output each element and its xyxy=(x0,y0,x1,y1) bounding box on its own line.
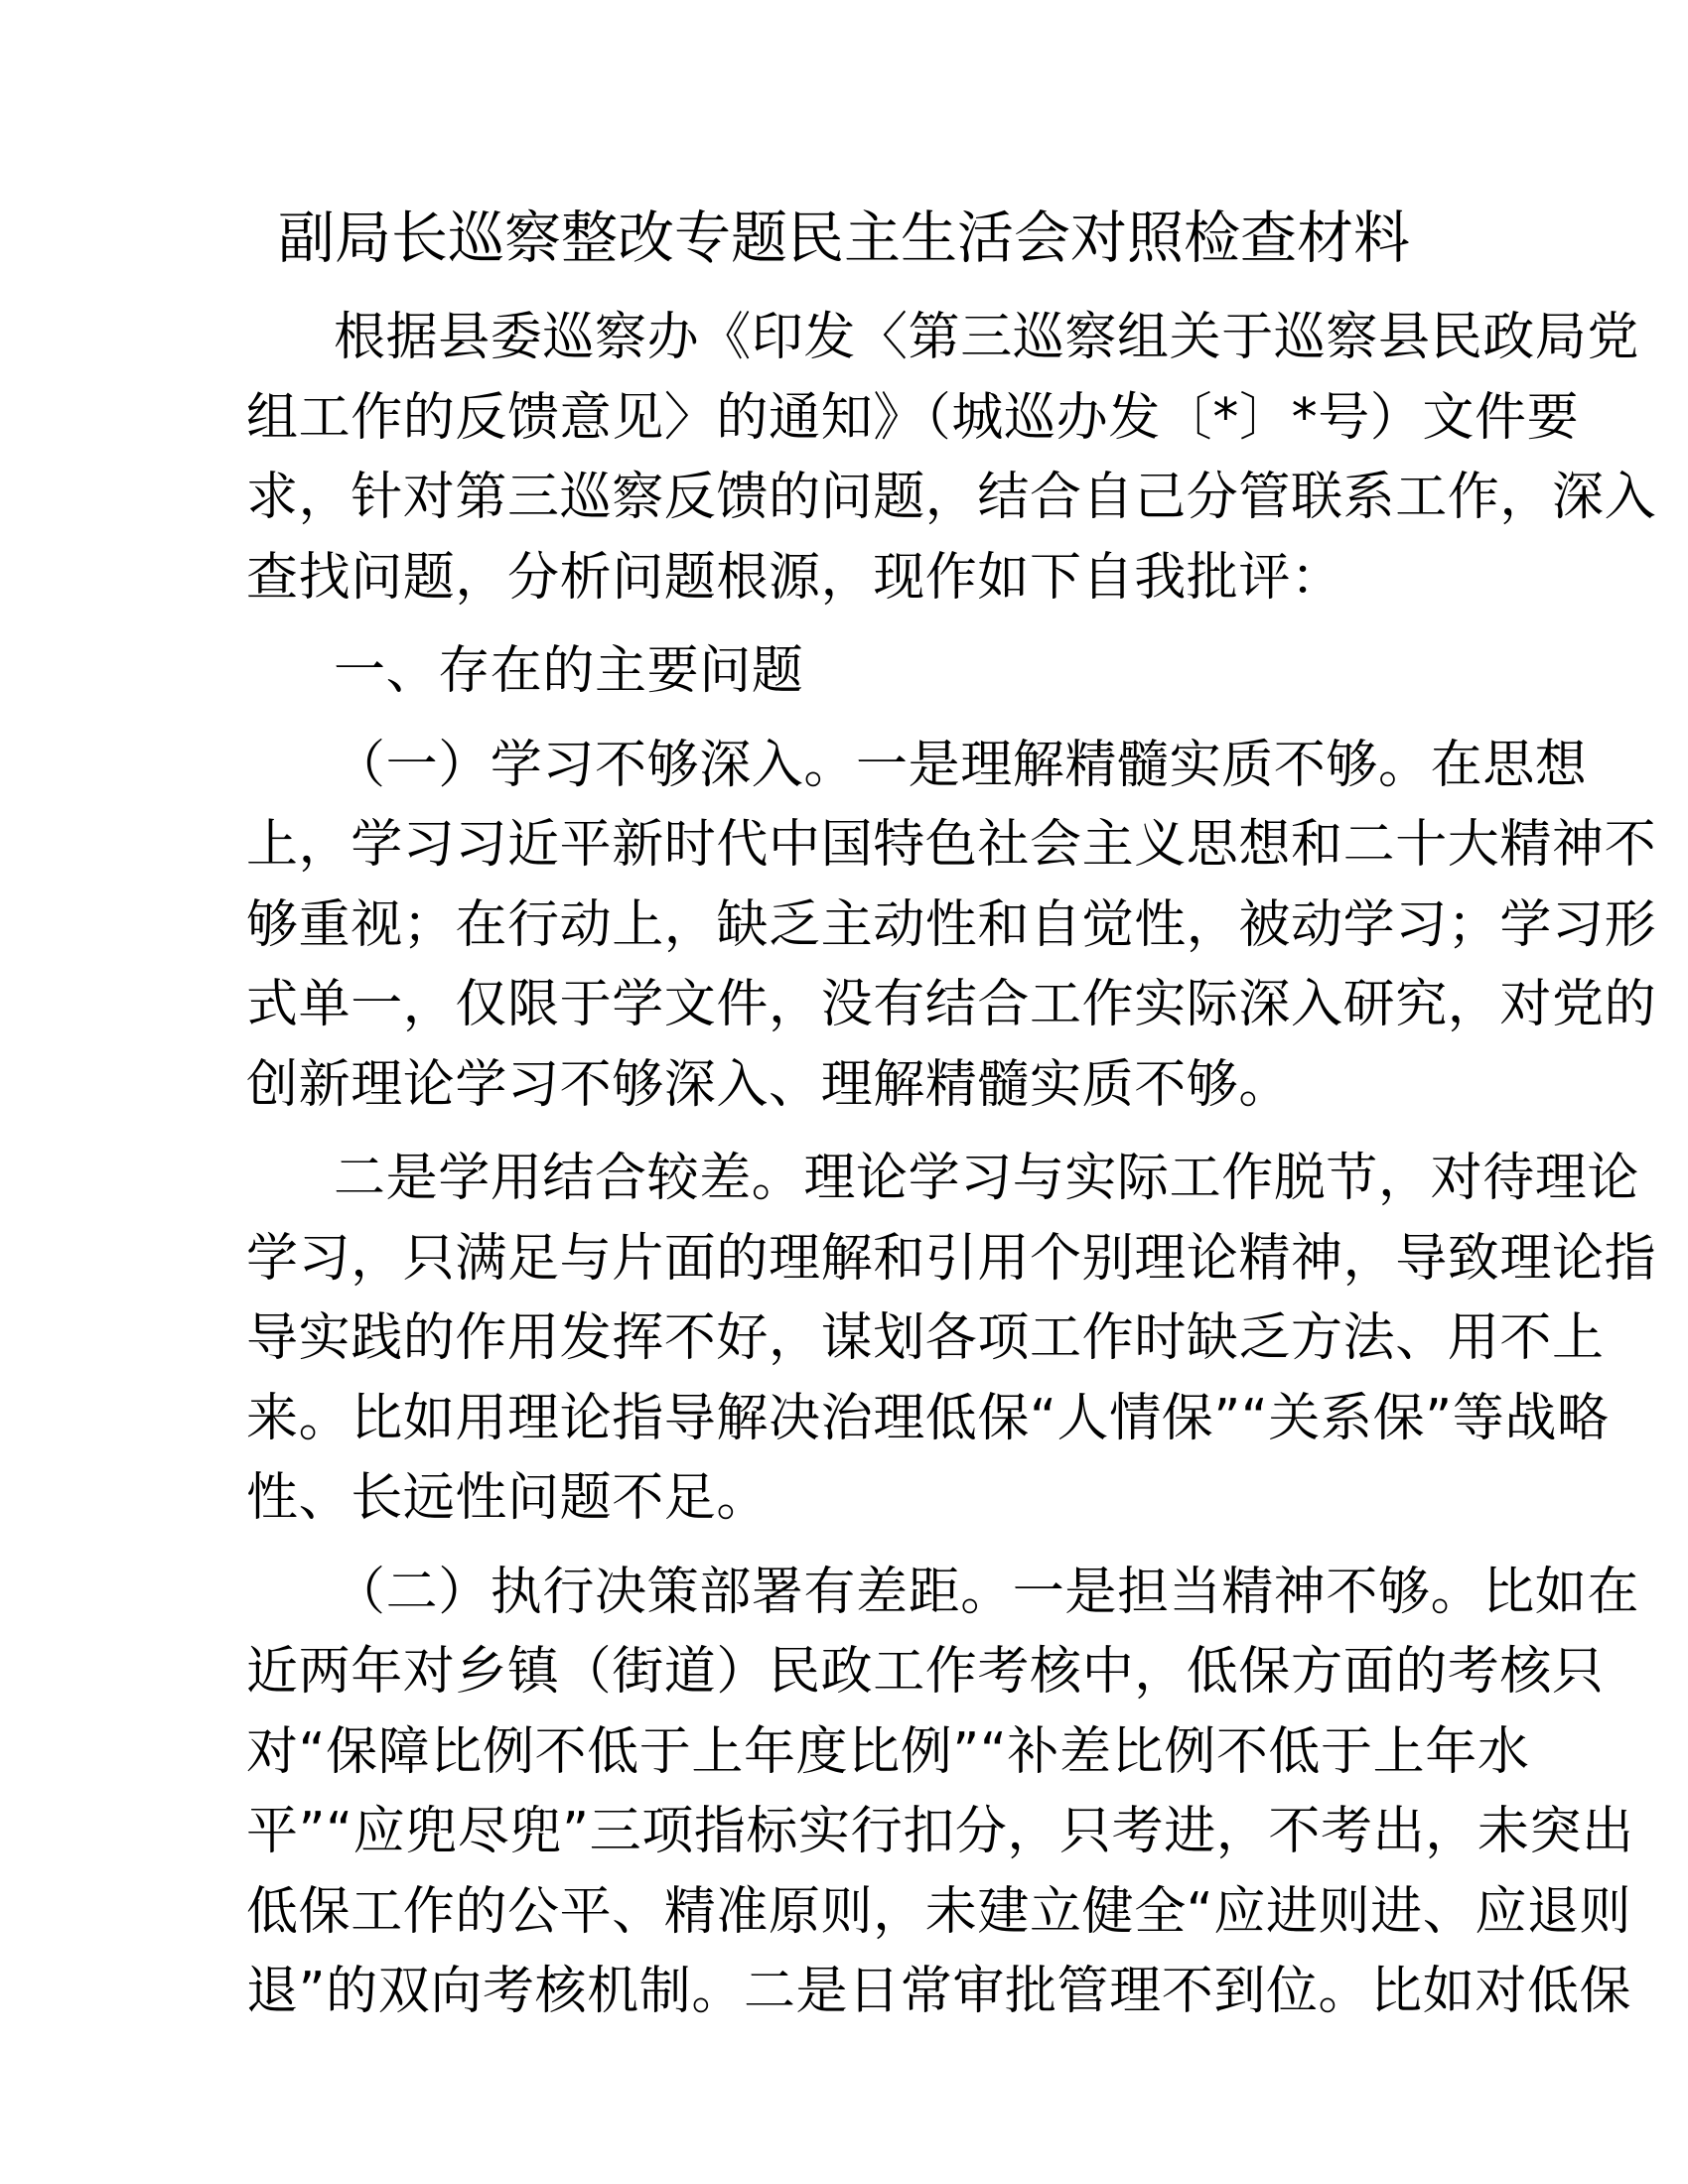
text-line: （一）学习不够深入。一是理解精髓实质不够。在思想 xyxy=(334,735,1588,795)
subsection-1-point-2-paragraph xyxy=(246,1139,1657,1539)
text-line: 来。比如用理论指导解决治理低保“人情保”“关系保”等战略 xyxy=(246,1388,1610,1448)
text-line: 组工作的反馈意见〉的通知》（城巡办发〔*〕*号）文件要 xyxy=(246,387,1580,448)
document-title: 副局长巡察整改专题民主生活会对照检查材料 xyxy=(278,205,1410,271)
text-line: 退”的双向考核机制。二是日常审批管理不到位。比如对低保 xyxy=(246,1962,1632,2021)
paragraph-gap xyxy=(246,1539,1444,1553)
text-line: 求，针对第三巡察反馈的问题，结合自己分管联系工作，深入 xyxy=(246,468,1657,527)
paragraph-gap xyxy=(246,617,1444,631)
section-heading: 一、存在的主要问题 xyxy=(334,641,804,701)
subsection-2-paragraph xyxy=(246,1553,1640,2032)
text-line: 创新理论学习不够深入、理解精髓实质不够。 xyxy=(246,1054,1292,1115)
document-body xyxy=(246,298,1657,2032)
text-line: （二）执行决策部署有差距。一是担当精神不够。比如在 xyxy=(334,1562,1640,1622)
text-line: 够重视；在行动上，缺乏主动性和自觉性，被动学习；学习形 xyxy=(246,894,1657,955)
text-line: 导实践的作用发挥不好，谋划各项工作时缺乏方法、用不上 xyxy=(246,1308,1605,1368)
text-line: 上，学习习近平新时代中国特色社会主义思想和二十大精神不 xyxy=(246,815,1657,875)
text-line: 性、长远性问题不足。 xyxy=(246,1468,770,1528)
text-line: 低保工作的公平、精准原则，未建立健全“应进则进、应退则 xyxy=(246,1881,1632,1942)
subsection-1-paragraph xyxy=(246,726,1657,1126)
text-line: 对“保障比例不低于上年度比例”“补差比例不低于上年水 xyxy=(246,1721,1530,1782)
paragraph-gap xyxy=(246,712,1444,726)
text-line: 式单一，仅限于学文件，没有结合工作实际深入研究，对党的 xyxy=(246,975,1657,1034)
text-line: 近两年对乡镇（街道）民政工作考核中，低保方面的考核只 xyxy=(246,1642,1605,1702)
paragraph-gap xyxy=(246,1125,1444,1139)
text-line: 根据县委巡察办《印发〈第三巡察组关于巡察县民政局党 xyxy=(334,308,1640,367)
text-line: 二是学用结合较差。理论学习与实际工作脱节，对待理论 xyxy=(334,1149,1640,1208)
intro-paragraph xyxy=(246,298,1657,617)
text-line: 查找问题，分析问题根源，现作如下自我批评： xyxy=(246,547,1343,608)
text-line: 学习，只满足与片面的理解和引用个别理论精神，导致理论指 xyxy=(246,1228,1657,1289)
text-line: 平”“应兜尽兜”三项指标实行扣分，只考进，不考出，未突出 xyxy=(246,1802,1634,1861)
